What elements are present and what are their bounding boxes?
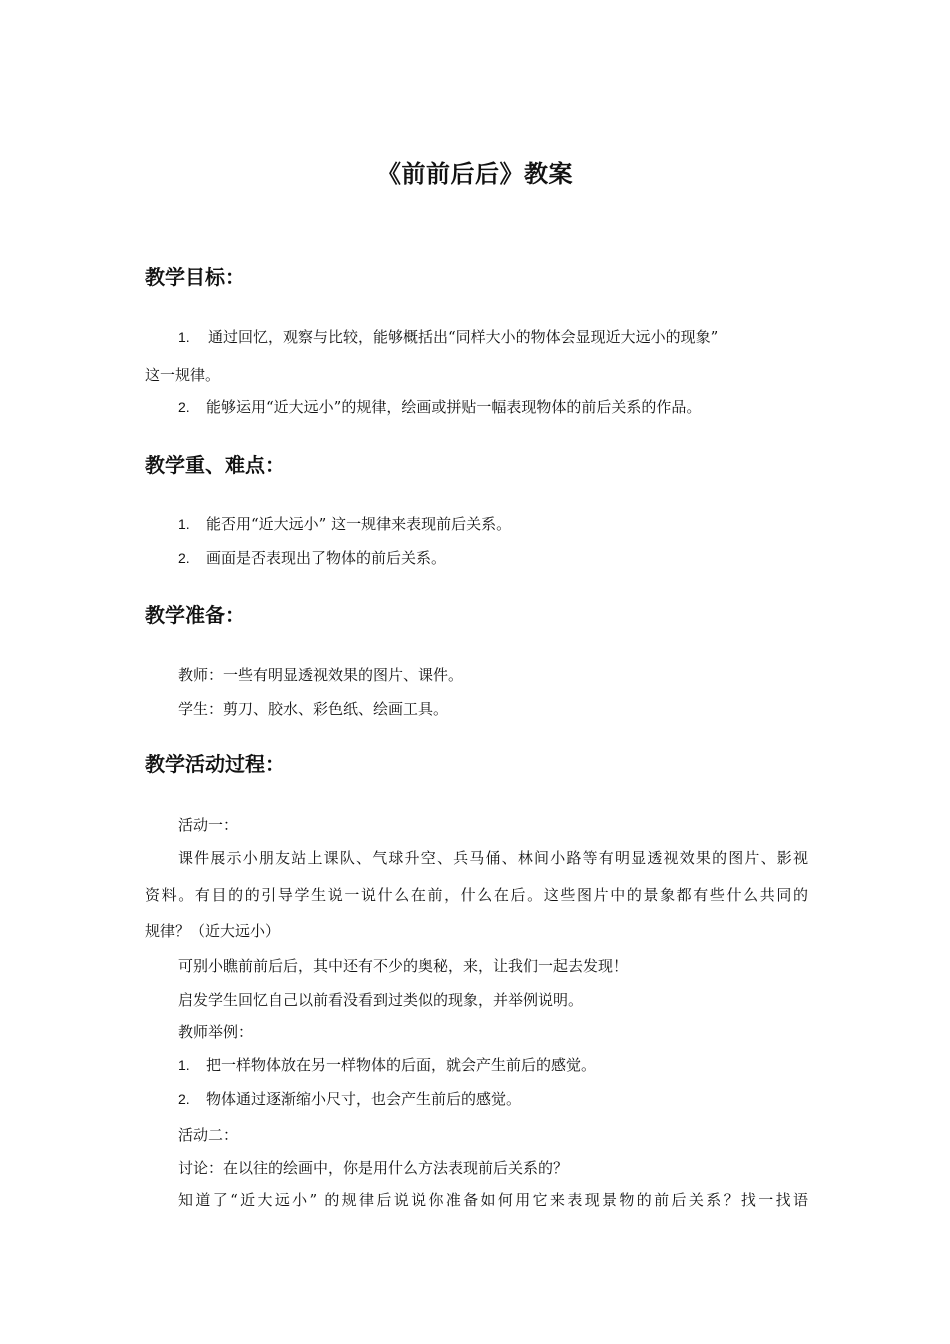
key-point-1-number: 1. (178, 516, 190, 532)
example-2-text: 物体通过逐渐缩小尺寸，也会产生前后的感觉。 (206, 1090, 522, 1108)
objective-2-number: 2. (178, 399, 190, 415)
objective-1-text-continued: 这一规律。 (145, 366, 221, 384)
example-1-number: 1. (178, 1057, 190, 1073)
objectives-heading: 教学目标： (145, 265, 245, 289)
teacher-preparation: 教师：一些有明显透视效果的图片、课件。 (178, 666, 464, 684)
activity-2-label: 活动二： (178, 1126, 239, 1144)
preparation-heading: 教学准备： (145, 603, 245, 627)
activity-1-paragraph-line-1: 课件展示小朋友站上课队、气球升空、兵马俑、林间小路等有明显透视效果的图片、影视 (178, 849, 808, 867)
key-points-heading: 教学重、难点： (145, 453, 285, 477)
rule-application-paragraph: 知道了“近大远小” 的规律后说说你准备如何用它来表现景物的前后关系？找一找语 (178, 1191, 808, 1209)
process-heading: 教学活动过程： (145, 752, 285, 776)
activity-1-paragraph-line-3: 规律？（近大远小） (145, 922, 281, 940)
key-point-1-text: 能否用“近大远小” 这一规律来表现前后关系。 (206, 515, 512, 533)
activity-1-paragraph-line-2: 资料。有目的的引导学生说一说什么在前，什么在后。这些图片中的景象都有些什么共同的 (145, 886, 808, 904)
key-point-2-number: 2. (178, 550, 190, 566)
student-preparation: 学生：剪刀、胶水、彩色纸、绘画工具。 (178, 700, 449, 718)
discussion-paragraph: 讨论：在以往的绘画中，你是用什么方法表现前后关系的？ (178, 1159, 569, 1177)
key-point-2-text: 画面是否表现出了物体的前后关系。 (206, 549, 447, 567)
example-1-text: 把一样物体放在另一样物体的后面，就会产生前后的感觉。 (206, 1056, 597, 1074)
recall-paragraph: 启发学生回忆自己以前看没看到过类似的现象，并举例说明。 (178, 991, 584, 1009)
objective-1-number: 1. (178, 329, 190, 345)
activity-1-label: 活动一： (178, 816, 239, 834)
teacher-examples-label: 教师举例： (178, 1023, 254, 1041)
document-title: 《前前后后》教案 (377, 160, 573, 188)
discovery-paragraph: 可别小瞧前前后后，其中还有不少的奥秘，来，让我们一起去发现！ (178, 957, 629, 975)
objective-1-text: 通过回忆，观察与比较，能够概括出“同样大小的物体会显现近大远小的现象” (208, 328, 719, 346)
objective-2-text: 能够运用“近大远小”的规律，绘画或拼贴一幅表现物体的前后关系的作品。 (206, 398, 702, 416)
example-2-number: 2. (178, 1091, 190, 1107)
